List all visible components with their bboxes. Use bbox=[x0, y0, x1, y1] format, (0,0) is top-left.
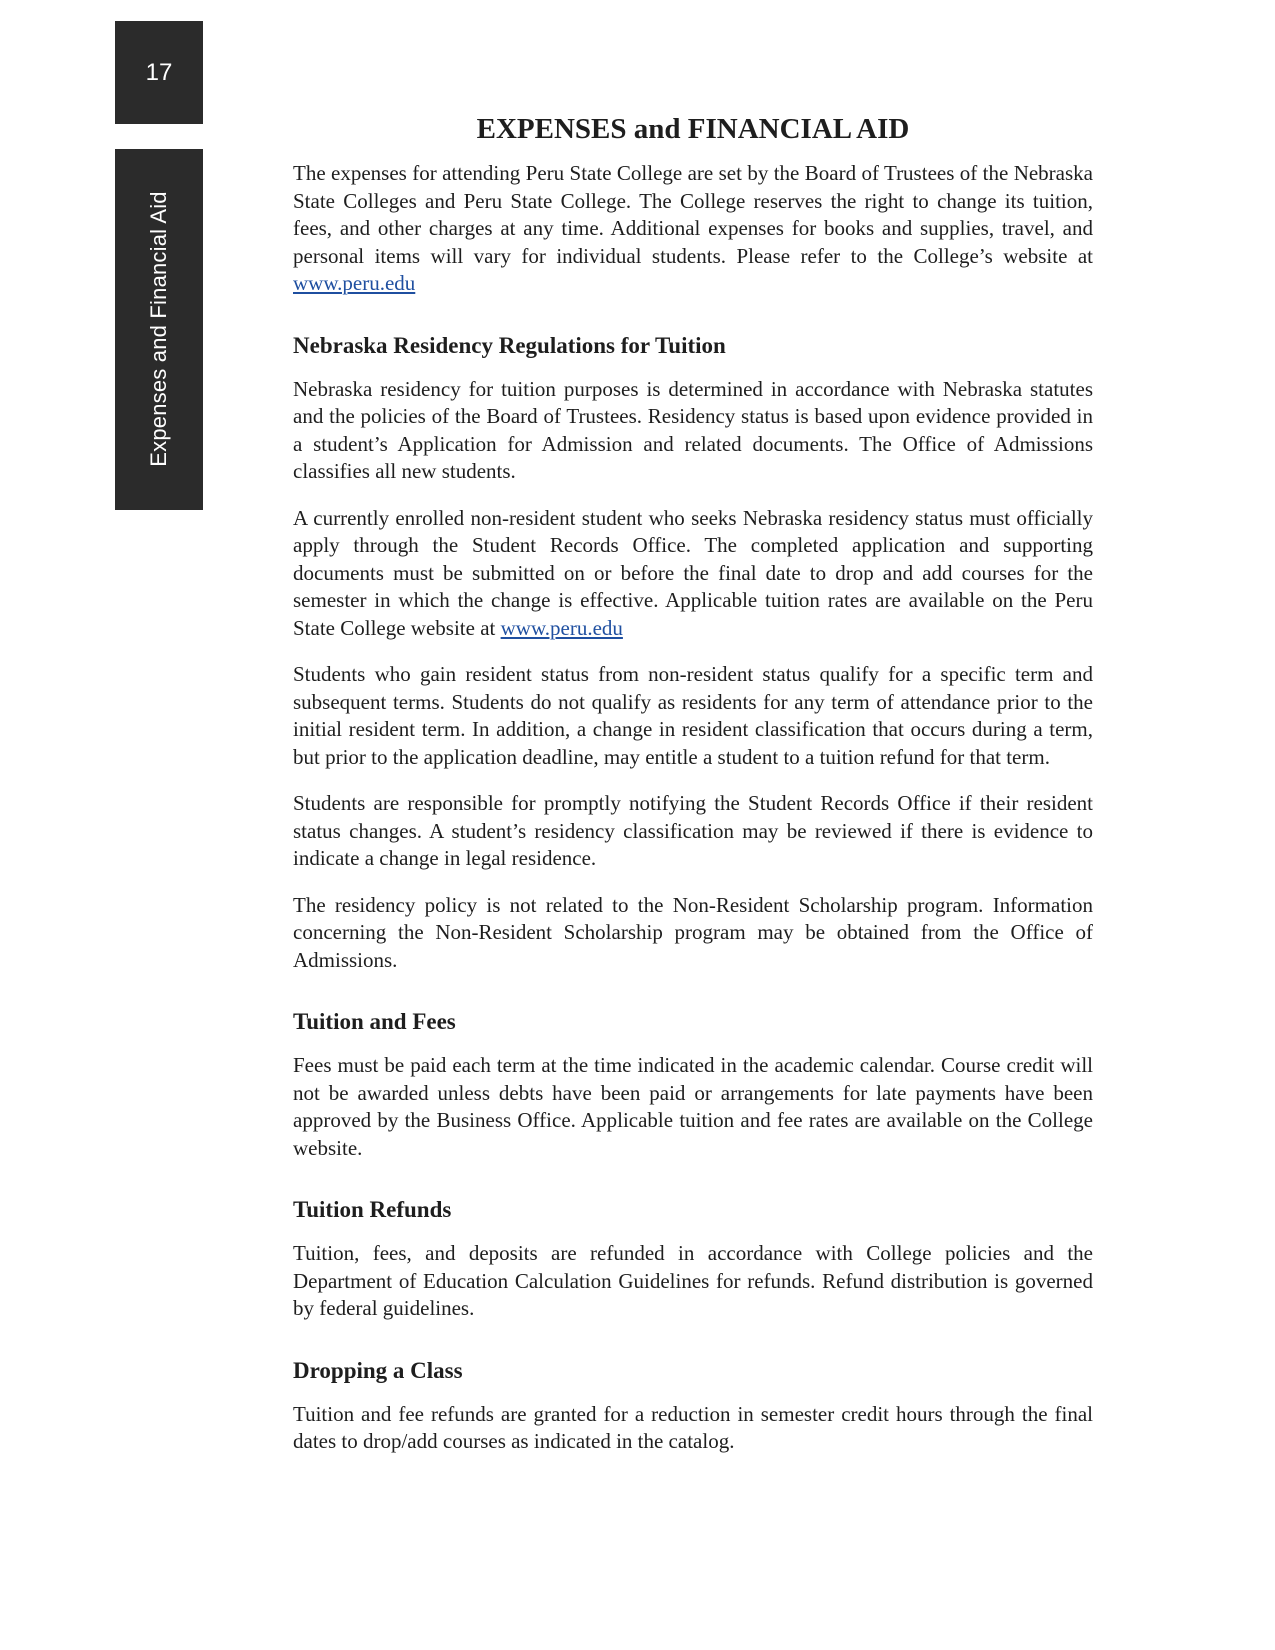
website-link[interactable]: www.peru.edu bbox=[500, 615, 623, 640]
page-number: 17 bbox=[145, 58, 173, 86]
tuition-refunds-paragraph: Tuition, fees, and deposits are refunded in accordance with College policies and the Department of Education Calculation Guidelines for refunds. Refund distribution is governed by federal guidelines. bbox=[293, 1241, 1093, 1320]
tuition-fees-heading: Tuition and Fees bbox=[293, 1009, 456, 1034]
tuition-fees-paragraph: Fees must be paid each term at the time indicated in the academic calendar. Course credit will not be awarded unless debts have been paid or arrangements for late payments have been approved by the Business Office. Applicable tuition and fee rates are available on the College website. bbox=[293, 1053, 1093, 1160]
page-title: EXPENSES and FINANCIAL AID bbox=[476, 113, 910, 145]
tuition-refunds-heading: Tuition Refunds bbox=[293, 1197, 452, 1222]
intro-paragraph bbox=[293, 160, 1093, 298]
residency-paragraph-2-text: A currently enrolled non-resident student who seeks Nebraska residency status must officially apply through the Student Records Office. The completed application and supporting documents must be submitted on or before the final date to drop and add courses for the semester in which the change is effective. Applicable tuition rates are available on the Peru State College website at bbox=[293, 505, 1093, 640]
residency-paragraph-1: Nebraska residency for tuition purposes is determined in accordance with Nebraska statutes and the policies of the Board of Trustees. Residency status is based upon evidence provided in a student’s Application for Admission and related documents. The Office of Admissions classifies all new students. bbox=[293, 376, 1093, 483]
website-link[interactable]: www.peru.edu bbox=[293, 271, 416, 295]
page-content bbox=[293, 112, 1093, 1475]
section-tab-label: Expenses and Financial Aid bbox=[146, 191, 171, 467]
residency-paragraph-3: Students who gain resident status from non-resident status qualify for a specific term and subsequent terms. Students do not qualify as residents for any term of attendance prior to the initial resident term. In addition, a change in resident classification that occurs during a term, but prior to the application deadline, may entitle a student to a tuition refund for that term. bbox=[293, 662, 1093, 769]
section-tab bbox=[115, 149, 203, 510]
page-number-tab bbox=[115, 21, 203, 124]
dropping-class-paragraph: Tuition and fee refunds are granted for a reduction in semester credit hours through the final dates to drop/add courses as indicated in the catalog. bbox=[293, 1401, 1093, 1453]
residency-paragraph-4: Students are responsible for promptly notifying the Student Records Office if their resident status changes. A student’s residency classification may be reviewed if there is evidence to indicate a change in legal residence. bbox=[293, 791, 1093, 870]
residency-paragraph-2 bbox=[293, 505, 1093, 643]
residency-paragraph-5: The residency policy is not related to the Non-Resident Scholarship program. Information concerning the Non-Resident Scholarship program may be obtained from the Office of Admissions. bbox=[293, 892, 1093, 972]
dropping-class-heading: Dropping a Class bbox=[293, 1357, 463, 1383]
intro-text: The expenses for attending Peru State College are set by the Board of Trustees of the Nebraska State Colleges and Peru State College. The College reserves the right to change its tuition, fees, and other charges at any time. Additional expenses for books and supplies, travel, and personal items will vary for individual students. Please refer to the College’s website at bbox=[293, 161, 1093, 268]
residency-heading: Nebraska Residency Regulations for Tuition bbox=[293, 332, 726, 358]
